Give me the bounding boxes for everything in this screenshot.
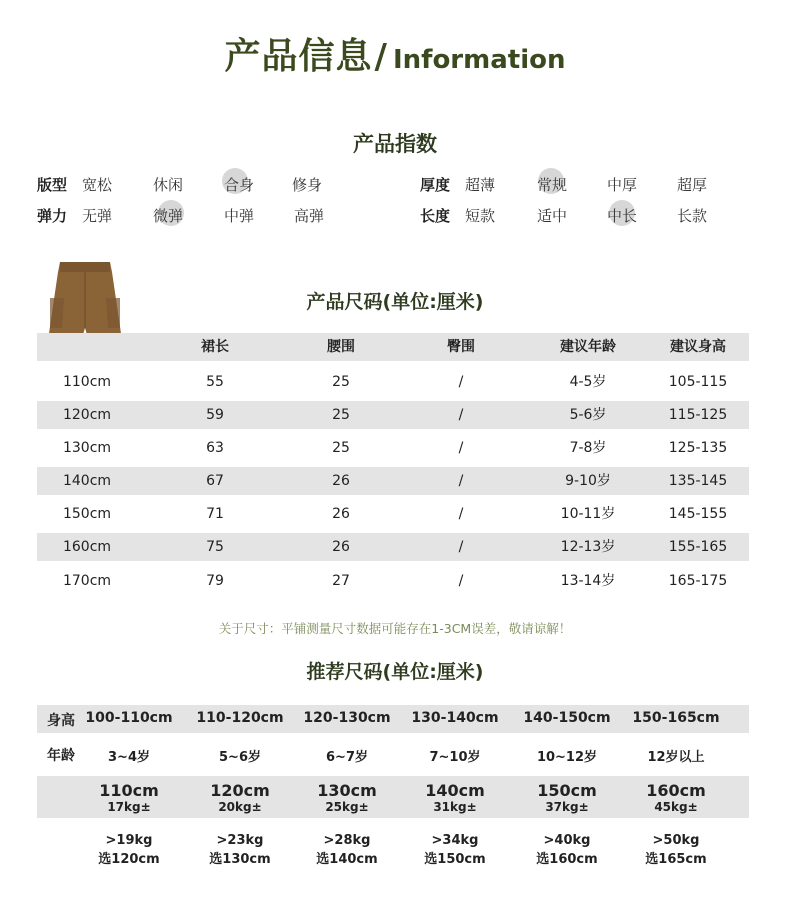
table-cell: 115-125 [668, 407, 728, 423]
index-option: 常规 [537, 176, 568, 194]
table-row [37, 368, 749, 396]
table-cell: 130cm [62, 440, 112, 456]
height-value: 100-110cm [85, 710, 173, 726]
table-cell: 145-155 [668, 506, 728, 522]
height-value: 140-150cm [523, 710, 611, 726]
index-option: 长款 [677, 207, 708, 225]
pick-weight: >34kg [431, 833, 479, 848]
table-cell: 170cm [62, 573, 112, 589]
size-value: 150cm [537, 781, 597, 800]
index-option: 休闲 [153, 176, 184, 194]
pick-weight: >50kg [652, 833, 700, 848]
table-cell: 4-5岁 [569, 374, 607, 390]
pick-size: 选160cm [536, 852, 598, 867]
table-cell: 155-165 [668, 539, 728, 555]
header-skirt-length: 裙长 [201, 339, 229, 355]
age-label: 年龄 [47, 748, 75, 764]
table-cell: 12-13岁 [560, 539, 616, 555]
pick-weight: >28kg [323, 833, 371, 848]
table-cell: 26 [332, 473, 350, 489]
table-cell: 9-10岁 [565, 473, 611, 489]
index-option: 合身 [224, 176, 255, 194]
table-row [37, 567, 749, 595]
size-value: 160cm [646, 781, 706, 800]
pick-weight: >19kg [105, 833, 153, 848]
index-option: 超薄 [465, 176, 496, 194]
table-row [37, 533, 749, 561]
size-value: 120cm [210, 781, 270, 800]
table-row [37, 467, 749, 495]
index-label-length: 长度 [420, 207, 451, 225]
table-cell: 125-135 [668, 440, 728, 456]
index-option: 中弹 [224, 207, 255, 225]
table-cell: 110cm [62, 374, 112, 390]
index-option: 微弹 [153, 207, 184, 225]
index-option: 短款 [465, 207, 496, 225]
header-hip: 臀围 [447, 339, 475, 355]
table-cell: 7-8岁 [569, 440, 607, 456]
table-cell: 25 [332, 374, 350, 390]
size-weight: 45kg± [654, 800, 698, 814]
size-weight: 31kg± [433, 800, 477, 814]
pick-size: 选140cm [316, 852, 378, 867]
table-row [37, 434, 749, 462]
table-cell: 140cm [62, 473, 112, 489]
index-option: 高弹 [294, 207, 325, 225]
size-weight: 37kg± [545, 800, 589, 814]
size-table-header [37, 333, 749, 361]
table-cell: 10-11岁 [560, 506, 616, 522]
height-label: 身高 [47, 713, 75, 729]
table-cell: 13-14岁 [560, 573, 616, 589]
index-option: 适中 [537, 207, 568, 225]
index-option: 中厚 [607, 176, 638, 194]
table-cell: / [458, 473, 464, 489]
table-row [37, 500, 749, 528]
height-value: 130-140cm [411, 710, 499, 726]
table-cell: 120cm [62, 407, 112, 423]
recommend-section-title: 推荐尺码(单位:厘米) [306, 661, 484, 683]
pick-size: 选150cm [424, 852, 486, 867]
table-cell: 71 [206, 506, 224, 522]
age-value: 12岁以上 [647, 750, 705, 765]
title-separator: / [374, 37, 387, 77]
index-label-thickness: 厚度 [420, 176, 451, 194]
pick-weight: >40kg [543, 833, 591, 848]
size-note: 关于尺寸：平铺测量尺寸数据可能存在1-3CM误差，敬请谅解！ [218, 621, 572, 636]
size-weight: 20kg± [218, 800, 262, 814]
table-cell: 63 [206, 440, 224, 456]
table-cell: 67 [206, 473, 224, 489]
size-value: 140cm [425, 781, 485, 800]
table-cell: / [458, 506, 464, 522]
size-value: 130cm [317, 781, 377, 800]
age-value: 5~6岁 [219, 750, 261, 765]
table-cell: 150cm [62, 506, 112, 522]
table-cell: 59 [206, 407, 224, 423]
table-cell: 79 [206, 573, 224, 589]
table-cell: 26 [332, 506, 350, 522]
age-value: 6~7岁 [326, 750, 368, 765]
page-title [0, 28, 790, 79]
title-english: Information [392, 45, 566, 75]
age-value: 3~4岁 [108, 750, 150, 765]
index-option: 无弹 [82, 207, 113, 225]
table-cell: / [458, 407, 464, 423]
header-waist: 腰围 [327, 339, 355, 355]
size-value: 110cm [99, 781, 159, 800]
pick-weight: >23kg [216, 833, 264, 848]
table-cell: / [458, 573, 464, 589]
index-option: 超厚 [677, 176, 708, 194]
height-value: 120-130cm [303, 710, 391, 726]
index-section-title: 产品指数 [353, 132, 437, 156]
title-chinese: 产品信息 [224, 36, 373, 77]
table-cell: 105-115 [668, 374, 728, 390]
table-cell: 55 [206, 374, 224, 390]
table-cell: / [458, 539, 464, 555]
table-cell: 5-6岁 [569, 407, 607, 423]
table-cell: 75 [206, 539, 224, 555]
pick-size: 选120cm [98, 852, 160, 867]
size-weight: 17kg± [107, 800, 151, 814]
table-row [37, 401, 749, 429]
header-age: 建议年龄 [560, 339, 616, 355]
table-cell: / [458, 374, 464, 390]
size-weight: 25kg± [325, 800, 369, 814]
table-cell: 25 [332, 440, 350, 456]
height-value: 110-120cm [196, 710, 284, 726]
height-value: 150-165cm [632, 710, 720, 726]
table-cell: 26 [332, 539, 350, 555]
pick-size: 选165cm [645, 852, 707, 867]
index-label-stretch: 弹力 [37, 207, 68, 225]
age-value: 7~10岁 [429, 750, 481, 765]
table-cell: / [458, 440, 464, 456]
index-label-fit: 版型 [37, 176, 68, 194]
index-option: 中长 [607, 207, 638, 225]
pick-size: 选130cm [209, 852, 271, 867]
table-cell: 135-145 [668, 473, 728, 489]
header-height: 建议身高 [670, 339, 726, 355]
table-cell: 27 [332, 573, 350, 589]
index-option: 修身 [292, 176, 323, 194]
table-cell: 160cm [62, 539, 112, 555]
size-section-title: 产品尺码(单位:厘米) [306, 291, 484, 313]
table-cell: 165-175 [668, 573, 728, 589]
table-cell: 25 [332, 407, 350, 423]
index-option: 宽松 [82, 176, 113, 194]
age-value: 10~12岁 [536, 750, 598, 765]
